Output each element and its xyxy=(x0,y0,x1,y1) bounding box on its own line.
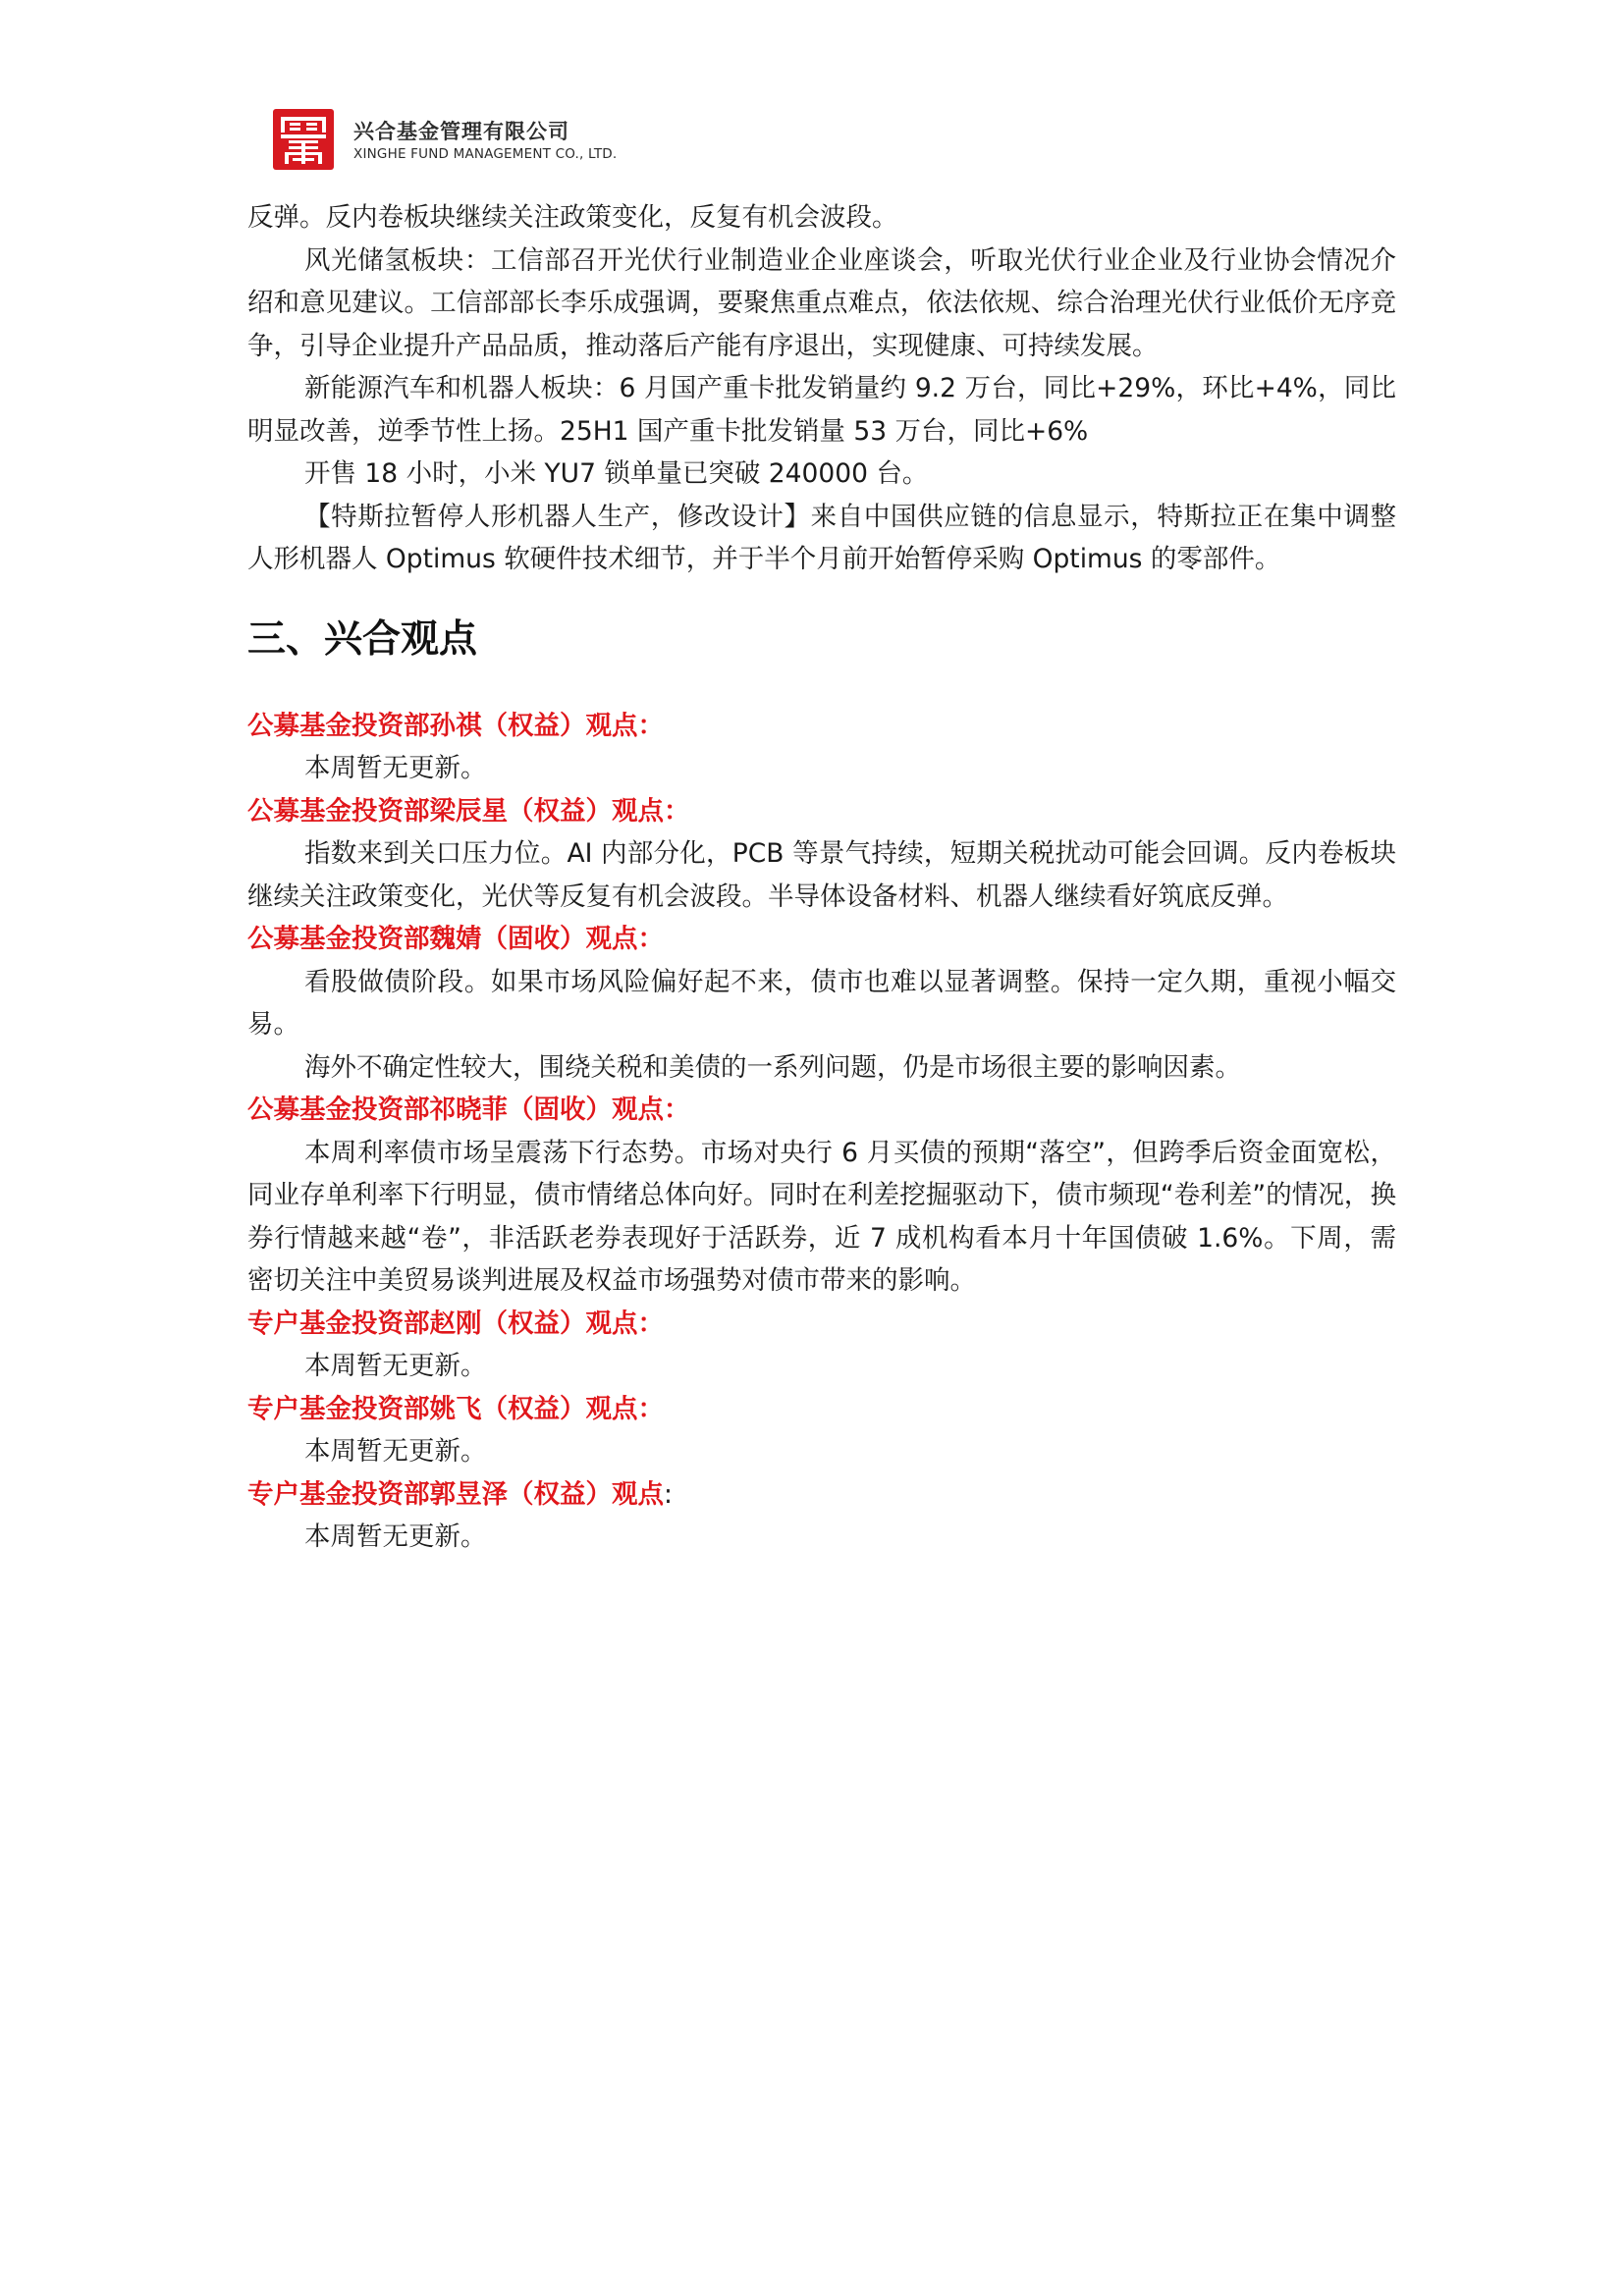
view-heading-text: 专户基金投资部赵刚（权益）观点 xyxy=(247,1308,638,1339)
view-heading-colon: : xyxy=(664,1478,673,1510)
view-heading xyxy=(247,1473,1396,1517)
view-heading-colon: ： xyxy=(664,795,690,827)
view-paragraph: 看股做债阶段。如果市场风险偏好起不来，债市也难以显著调整。保持一定久期，重视小幅交易。 xyxy=(247,966,1396,1040)
body-paragraph: 新能源汽车和机器人板块：6 月国产重卡批发销量约 9.2 万台，同比+29%，环比+4%，同比明显改善，逆季节性上扬。25H1 国产重卡批发销量 53 万台，同比+6% xyxy=(247,373,1396,447)
view-paragraph: 本周暂无更新。 xyxy=(304,1522,487,1552)
view-block xyxy=(247,1089,1396,1303)
view-heading xyxy=(247,790,1396,833)
view-heading xyxy=(247,1089,1396,1132)
company-name-cn: 兴合基金管理有限公司 xyxy=(353,120,569,143)
view-heading-colon: ： xyxy=(637,1308,664,1339)
view-paragraph: 本周暂无更新。 xyxy=(304,753,487,783)
view-paragraph: 本周暂无更新。 xyxy=(304,1351,487,1381)
document-body xyxy=(247,196,1396,1559)
view-heading xyxy=(247,918,1396,961)
company-name-en: XINGHE FUND MANAGEMENT CO., LTD. xyxy=(353,146,618,162)
view-block xyxy=(247,1473,1396,1559)
view-heading-colon: ： xyxy=(637,1393,664,1424)
view-heading-text: 公募基金投资部孙祺（权益）观点 xyxy=(247,710,638,741)
view-heading-colon: ： xyxy=(637,924,664,954)
body-paragraph: 风光储氢板块：工信部召开光伏行业制造业企业座谈会，听取光伏行业企业及行业协会情况介绍和意见建议。工信部部长李乐成强调，要聚焦重点难点，依法依规、综合治理光伏行业低价无序竞争，引导企业提升产品品质，推动落后产能有序退出，实现健康、可持续发展。 xyxy=(247,244,1396,361)
section-title: 三、兴合观点 xyxy=(247,616,478,662)
view-heading-text: 公募基金投资部魏婧（固收）观点 xyxy=(247,924,638,954)
view-block xyxy=(247,918,1396,1089)
view-block xyxy=(247,1388,1396,1473)
view-paragraph: 海外不确定性较大，围绕关税和美债的一系列问题，仍是市场很主要的影响因素。 xyxy=(304,1051,1241,1083)
body-paragraph: 开售 18 小时，小米 YU7 锁单量已突破 240000 台。 xyxy=(304,458,929,489)
view-heading-text: 专户基金投资部姚飞（权益）观点 xyxy=(247,1393,638,1424)
view-heading-text: 专户基金投资部郭昱泽（权益）观点 xyxy=(247,1478,664,1510)
view-heading-colon: ： xyxy=(664,1095,690,1125)
view-heading xyxy=(247,1388,1396,1431)
view-paragraph: 本周暂无更新。 xyxy=(304,1436,487,1467)
view-block xyxy=(247,705,1396,790)
view-heading-text: 公募基金投资部祁晓菲（固收）观点 xyxy=(247,1095,664,1125)
xinghe-logo-icon xyxy=(273,109,334,170)
view-paragraph: 本周利率债市场呈震荡下行态势。市场对央行 6 月买债的预期“落空”，但跨季后资金面宽松，同业存单利率下行明显，债市情绪总体向好。同时在利差挖掘驱动下，债市频现“卷利差”的情况，换券行情越来越“卷”，非活跃老券表现好于活跃券，近 7 成机构看本月十年国债破 1.6%。下周，需密切关注中美贸易谈判进展及权益市场强势对债市带来的影响。 xyxy=(247,1137,1396,1296)
body-paragraph: 【特斯拉暂停人形机器人生产，修改设计】来自中国供应链的信息显示，特斯拉正在集中调整人形机器人 Optimus 软硬件技术细节，并于半个月前开始暂停采购 Optimus 的零部件。 xyxy=(247,501,1396,574)
view-block xyxy=(247,790,1396,919)
view-block xyxy=(247,1303,1396,1388)
view-heading xyxy=(247,705,1396,748)
view-heading xyxy=(247,1303,1396,1346)
body-paragraph: 反弹。反内卷板块继续关注政策变化，反复有机会波段。 xyxy=(247,202,898,233)
view-heading-text: 公募基金投资部梁辰星（权益）观点 xyxy=(247,795,664,827)
view-heading-colon: ： xyxy=(637,710,664,741)
section-spacer xyxy=(247,669,1396,705)
view-paragraph: 指数来到关口压力位。AI 内部分化，PCB 等景气持续，短期关税扰动可能会回调。反内卷板块继续关注政策变化，光伏等反复有机会波段。半导体设备材料、机器人继续看好筑底反弹。 xyxy=(247,838,1396,912)
